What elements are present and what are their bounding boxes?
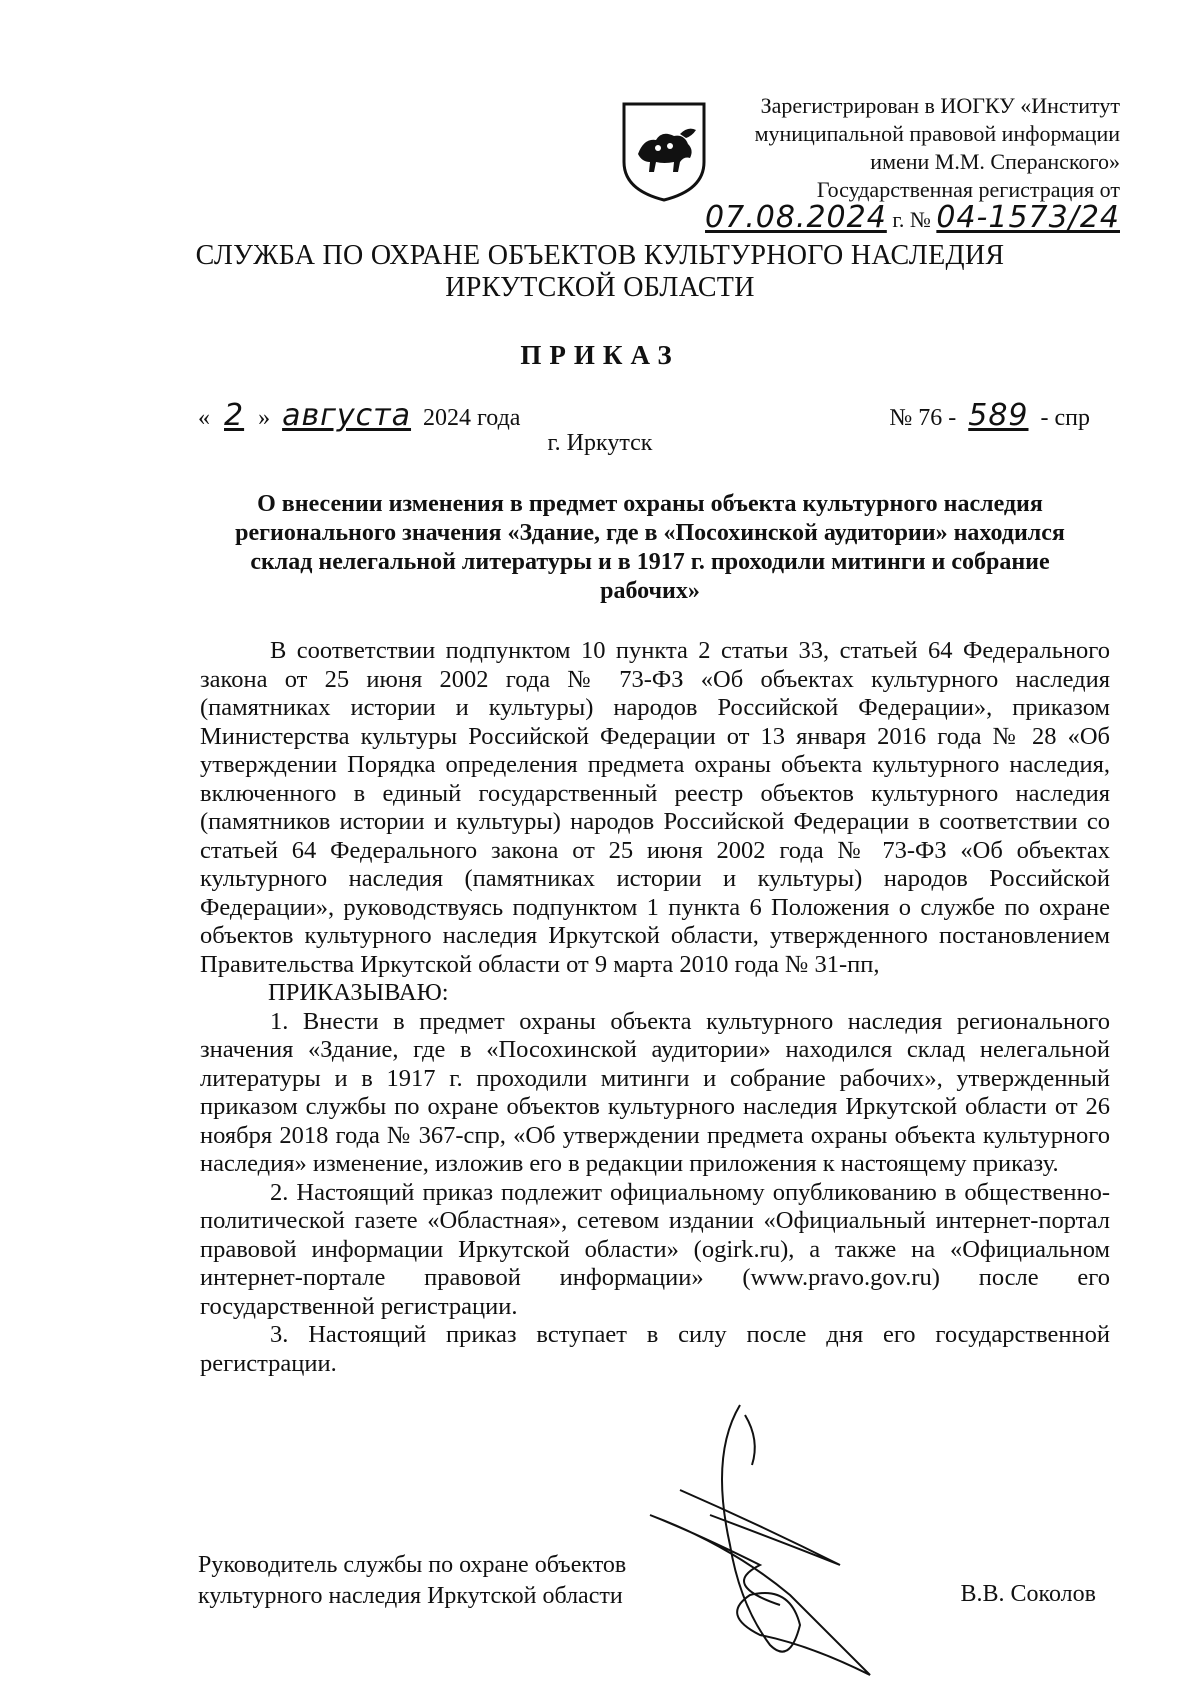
document-body (200, 637, 1110, 1378)
registration-number-line (700, 200, 1120, 235)
date-year: 2024 года (423, 405, 521, 431)
registration-number-label: г. № (886, 207, 937, 232)
order-item-2: 2. Настоящий приказ подлежит официальному опубликованию в общественно-политической газете «Областная», сетевом издании «Официальный интернет-портал правовой информации Иркутской области» (ogirk.ru), а также на «Официальном интернет-портале правовой информации» (www.pravo.gov.ru) после его государственной регистрации. (200, 1178, 1110, 1320)
date-day: 2 (224, 398, 245, 433)
position-line-2: культурного наследия Иркутской области (198, 1583, 623, 1609)
position-line-1: Руководитель службы по охране объектов (198, 1552, 627, 1578)
order-item-3: 3. Настоящий приказ вступает в силу после дня его государственной регистрации. (200, 1321, 1110, 1377)
coat-of-arms-emblem (618, 100, 710, 204)
registration-line-4: Государственная регистрация от (816, 177, 1120, 202)
document-type: ПРИКАЗ (520, 340, 680, 370)
signatory-name: В.В. Соколов (960, 1581, 1096, 1607)
agency-header (0, 240, 1200, 304)
number-prefix: № 76 - (889, 405, 963, 431)
preamble-paragraph: В соответствии подпунктом 10 пункта 2 статьи 33, статьей 64 Федерального закона от 25 июня 2002 года № 73-ФЗ «Об объектах культурного наследия (памятниках истории и культуры) народов Российской Федерации», приказом Министерства культуры Российской Федерации от 13 января 2016 года № 28 «Об утверждении Порядка определения предмета охраны объекта культурного наследия, включенного в единый государственный реестр объектов культурного наследия (памятников истории и культуры) народов Российской Федерации в соответствии со статьей 64 Федерального закона от 25 июня 2002 года № 73-ФЗ «Об объектах культурного наследия (памятниках истории и культуры) народов Российской Федерации», руководствуясь подпунктом 1 пункта 6 Положения о службе по охране объектов культурного наследия Иркутской области, утвержденного постановлением Правительства Иркутской области от 9 марта 2010 года № 31-пп, (200, 637, 1110, 978)
order-item-1: 1. Внести в предмет охраны объекта культурного наследия регионального значения «Здание, где в «Посохинской аудитории» находился склад нелегальной литературы и в 1917 г. проходили митинги и собрание рабочих», утвержденный приказом службы по охране объектов культурного наследия Иркутской области от 26 ноября 2018 года № 367-спр, «Об утверждении предмета охраны объекта культурного наследия» изменение, изложив его в редакции приложения к настоящему приказу. (200, 1007, 1110, 1177)
date-close-quote: » (258, 405, 271, 431)
registration-line-1: Зарегистрирован в ИОГКУ «Институт (760, 93, 1120, 118)
order-number (889, 398, 1090, 433)
registration-number: 04-1573/24 (936, 200, 1120, 235)
handwritten-signature (640, 1395, 970, 1695)
order-date (198, 398, 520, 433)
number-suffix: - спр (1034, 405, 1090, 431)
date-open-quote: « (198, 405, 210, 431)
registration-line-2: муниципальной правовой информации (754, 121, 1120, 146)
signatory-position (198, 1550, 626, 1612)
order-word: ПРИКАЗЫВАЮ: (268, 979, 449, 1006)
agency-line-1: СЛУЖБА ПО ОХРАНЕ ОБЪЕКТОВ КУЛЬТУРНОГО НАСЛЕДИЯ (195, 240, 1005, 271)
city: г. Иркутск (547, 430, 653, 456)
agency-line-2: ИРКУТСКОЙ ОБЛАСТИ (445, 272, 755, 303)
date-month: августа (282, 398, 412, 433)
registration-date: 07.08.2024 (705, 200, 887, 235)
registration-line-3: имени М.М. Сперанского» (870, 149, 1120, 174)
registration-stamp (700, 92, 1120, 234)
number-value: 589 (968, 398, 1029, 433)
document-title: О внесении изменения в предмет охраны объекта культурного наследия регионального значения «Здание, где в «Посохинской аудитории» находился склад нелегальной литературы и в 1917 г. проходили митинги и собрание рабочих» (235, 491, 1065, 604)
